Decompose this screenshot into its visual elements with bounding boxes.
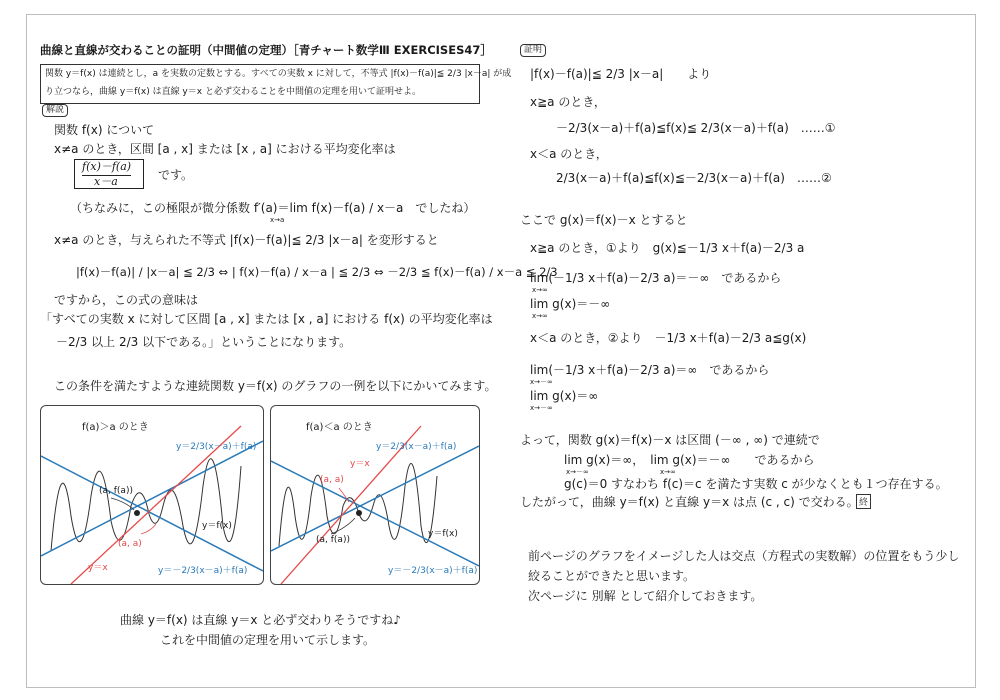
curve-fx-1: [51, 459, 241, 551]
right-line-1: |f(x)－f(a)|≦ 2/3 |x－a| より: [530, 67, 712, 81]
graph-2-yx-label: y＝x: [350, 459, 370, 469]
left-line-10: この条件を満たすような連続関数 y＝f(x) のグラフの一例を以下にかいてみます。: [54, 379, 497, 393]
graph-1-point-aa: (a, a): [118, 539, 142, 549]
graph-1-point-afa: (a, f(a)): [99, 486, 133, 496]
graph-1-title: f(a)＞a のとき: [82, 422, 149, 433]
problem-line-1: 関数 y＝f(x) は連続とし，a を実数の定数とする。すべての実数 x に対して，不等式 |f(x)－f(a)|≦ 2/3 |x－a| が成: [45, 69, 512, 79]
graph-2-fx-label: y＝f(x): [428, 529, 458, 539]
kaisetsu-label: 解説: [42, 104, 68, 117]
left-line-9: －2/3 以上 2/3 以下である。」ということになります。: [56, 335, 352, 349]
lim-sub-5: x→－∞: [566, 468, 589, 476]
problem-line-2: り立つなら，曲線 y＝f(x) は直線 y＝x と必ず交わることを中間値の定理を用いて証明せよ。: [45, 87, 421, 97]
right-line-5: 2/3(x－a)＋f(a)≦f(x)≦－2/3(x－a)＋f(a) ……②: [556, 171, 832, 185]
bottom-line-2: これを中間値の定理を用いて示します。: [160, 633, 376, 647]
right-line-4: x＜a のとき，: [530, 147, 608, 161]
left-line-2: x≠a のとき，区間 [a , x] または [x , a] における平均変化率は: [54, 142, 396, 156]
graph-panel-fa-gt-a: [40, 405, 264, 585]
lower-bound-line-2: [271, 461, 479, 566]
note-line-2: 絞ることができたと思います。: [528, 569, 696, 583]
left-line-5: x≠a のとき，与えられた不等式 |f(x)－f(a)|≦ 2/3 |x－a| を変形すると: [54, 233, 439, 247]
right-line-15: g(c)＝0 すなわち f(c)＝c を満たす実数 c が少なくとも１つ存在する。: [564, 477, 948, 491]
graph-2-point-aa: (a, a): [320, 475, 344, 485]
graph-2-lower-label: y＝－2/3(x－a)＋f(a): [388, 566, 478, 576]
lim-sub-1: x→∞: [532, 286, 548, 294]
graph-2-upper-label: y＝2/3(x－a)＋f(a): [376, 442, 457, 452]
right-line-7: x≧a のとき，①より g(x)≦－1/3 x＋f(a)－2/3 a: [530, 241, 805, 255]
graph-1-upper-label: y＝2/3(x－a)＋f(a): [176, 442, 257, 452]
lim-sub-2: x→∞: [532, 312, 548, 320]
left-line-3: です。: [158, 168, 194, 182]
shomei-label: 証明: [520, 44, 546, 57]
arrow-aa-2: [339, 488, 349, 502]
right-line-14: lim g(x)＝∞， lim g(x)＝－∞ であるから: [564, 453, 815, 467]
graph-2-svg: [271, 406, 479, 584]
page-title: 曲線と直線が交わることの証明（中間値の定理）［青チャート数学Ⅲ EXERCISES47］: [40, 43, 492, 57]
right-line-8: lim(－1/3 x＋f(a)－2/3 a)＝－∞ であるから: [530, 271, 782, 285]
graph-1-svg: [41, 406, 263, 584]
right-line-3: －2/3(x－a)＋f(a)≦f(x)≦ 2/3(x－a)＋f(a) ……①: [556, 121, 836, 135]
left-line-6: |f(x)－f(a)| / |x－a| ≦ 2/3 ⇔ | f(x)－f(a) / x－a | ≦ 2/3 ⇔ －2/3 ≦ f(x)－f(a) / x－a ≦ 2/3: [76, 265, 558, 279]
left-line-8: 「すべての実数 x に対して区間 [a , x] または [x , a] における f(x) の平均変化率は: [40, 312, 493, 326]
owari-stamp: 終: [856, 494, 871, 509]
left-line-1: 関数 f(x) について: [54, 123, 155, 137]
frac-denominator: x－a: [94, 175, 118, 188]
lower-bound-line-1: [41, 456, 263, 571]
point-a-fa-1: [134, 510, 140, 516]
right-line-9: lim g(x)＝－∞: [530, 297, 611, 311]
right-line-10: x＜a のとき，②より －1/3 x＋f(a)－2/3 a≦g(x): [530, 331, 807, 345]
graph-2-title: f(a)＜a のとき: [306, 422, 373, 433]
graph-panel-fa-lt-a: [270, 405, 480, 585]
right-line-2: x≧a のとき，: [530, 95, 606, 109]
note-line-3: 次ページに 別解 として紹介しておきます。: [528, 589, 763, 603]
right-line-16: したがって，曲線 y＝f(x) と直線 y＝x は点 (c , c) で交わる。: [520, 495, 859, 509]
right-line-12: lim g(x)＝∞: [530, 389, 599, 403]
arrow-aa-1: [141, 524, 156, 534]
lim-sub-6: x→∞: [660, 468, 676, 476]
graph-1-lower-label: y＝－2/3(x－a)＋f(a): [158, 566, 248, 576]
graph-1-fx-label: y＝f(x): [202, 521, 232, 531]
bottom-line-1: 曲線 y＝f(x) は直線 y＝x と必ず交わりそうですね♪: [120, 613, 401, 627]
graph-2-point-afa: (a, f(a)): [316, 535, 350, 545]
page-sheet: [26, 14, 976, 688]
left-line-7: ですから，この式の意味は: [54, 293, 199, 307]
right-line-6: ここで g(x)＝f(x)－x とすると: [520, 213, 688, 227]
point-a-fa-2: [356, 510, 362, 516]
arrow-afa-2: [331, 518, 355, 534]
note-line-1: 前ページのグラフをイメージした人は交点（方程式の実数解）の位置をもう少し: [528, 549, 960, 563]
lim-sub-xa: x→a: [270, 216, 285, 224]
left-line-4: （ちなみに，この極限が微分係数 f′(a)＝lim f(x)－f(a) / x－a でしたね）: [70, 201, 476, 215]
right-line-13: よって，関数 g(x)＝f(x)－x は区間 (－∞ , ∞) で連続で: [520, 433, 820, 447]
lim-sub-3: x→－∞: [530, 378, 553, 386]
right-line-11: lim(－1/3 x＋f(a)－2/3 a)＝∞ であるから: [530, 363, 770, 377]
upper-bound-line-1: [41, 441, 263, 556]
frac-numerator: f(x)－f(a): [82, 159, 131, 176]
lim-sub-4: x→－∞: [530, 404, 553, 412]
graph-1-yx-label: y＝x: [88, 563, 108, 573]
